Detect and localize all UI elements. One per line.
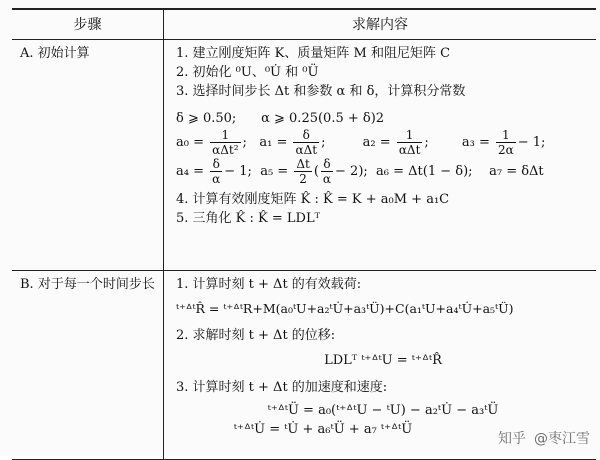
a0-end: ; — [242, 135, 247, 150]
b-step-3: 3. 计算时刻 t + Δt 的加速度和速度: — [176, 380, 388, 395]
a3-num: 1 — [496, 128, 516, 143]
a5-lhs: a₅ = — [260, 164, 289, 179]
watermark-user: @枣江雪 — [534, 431, 590, 447]
header-content: 求解内容 — [164, 9, 597, 40]
a5-open: ( — [313, 164, 319, 179]
a1-fraction — [293, 128, 319, 157]
a2-lhs: a₂ = — [362, 135, 391, 150]
a2-fraction — [397, 128, 423, 157]
a4-den: α — [212, 172, 221, 186]
a2-num: 1 — [397, 128, 423, 143]
a4-lhs: a₄ = — [176, 164, 204, 179]
a-step-1: 1. 建立刚度矩阵 K、质量矩阵 M 和阻尼矩阵 C — [176, 46, 451, 61]
a0-num: 1 — [210, 128, 240, 143]
a2-end: ; — [424, 135, 429, 150]
a-step-2: 2. 初始化 ⁰U、⁰U̇ 和 ⁰Ü — [176, 65, 319, 80]
a4-num: δ — [210, 157, 222, 172]
a3-fraction — [496, 128, 516, 157]
table-row — [12, 40, 596, 271]
b-step-2: 2. 求解时刻 t + Δt 的位移: — [176, 328, 336, 343]
a3-lhs: a₃ = — [461, 135, 490, 150]
b-eq-effective-load: ᵗ⁺ᐞᵗR̂ = ᵗ⁺ᐞᵗR+M(a₀ᵗU+a₂ᵗU̇+a₃ᵗÜ)+C(a₁ᵗU+a₄ᵗU̇+a₅ᵗÜ) — [176, 301, 514, 316]
section-b-label: B. 对于每一个时间步长 — [12, 271, 164, 460]
a0-den: αΔt² — [212, 143, 239, 157]
a5-fraction — [294, 157, 312, 186]
a5-num: Δt — [296, 157, 310, 171]
b-step-1: 1. 计算时刻 t + Δt 的有效载荷: — [176, 277, 362, 292]
a7: a₇ = δΔt — [489, 164, 544, 179]
a5-inner-fraction — [321, 157, 333, 186]
a3-den: 2α — [498, 143, 514, 157]
a2-den: αΔt — [398, 143, 421, 157]
coeff-row-1 — [176, 128, 590, 157]
a4-end: − 1; — [224, 164, 252, 179]
a1-den: αΔt — [295, 143, 318, 157]
zhihu-watermark — [498, 428, 590, 448]
a0-fraction — [210, 128, 240, 157]
a1-num: δ — [293, 128, 319, 143]
a-conditions: δ ⩾ 0.50; α ⩾ 0.25(0.5 + δ)2 — [176, 111, 385, 126]
watermark-site: 知乎 — [498, 431, 526, 447]
a-step-3: 3. 选择时间步长 Δt 和参数 α 和 δ，计算积分常数 — [176, 84, 466, 99]
a1-lhs: a₁ = — [259, 135, 288, 150]
a0-lhs: a₀ = — [176, 135, 204, 150]
a5-inner-num: δ — [321, 157, 333, 172]
b-eq-displacement: LDLᵀ ᵗ⁺ᐞᵗU = ᵗ⁺ᐞᵗR̂ — [324, 353, 442, 368]
header-step: 步骤 — [12, 9, 164, 40]
b-eq-velocity: ᵗ⁺ᐞᵗU̇ = ᵗU̇ + a₆ᵗÜ + a₇ ᵗ⁺ᐞᵗÜ — [233, 422, 413, 437]
section-a-content — [164, 40, 597, 271]
a-step-5: 5. 三角化 K̂ : K̂ = LDLᵀ — [176, 211, 321, 226]
a4-fraction — [210, 157, 222, 186]
a5-inner-den: α — [322, 172, 332, 186]
a6: a₆ = Δt(1 − δ); — [376, 164, 473, 179]
a3-end: − 1; — [517, 135, 546, 150]
a1-end: ; — [321, 135, 326, 150]
coeff-row-2 — [176, 157, 590, 186]
newmark-algorithm-table — [12, 8, 596, 460]
section-a-label: A. 初始计算 — [12, 40, 164, 271]
table-header-row — [12, 9, 596, 40]
a-step-4: 4. 计算有效刚度矩阵 K̂ : K̂ = K + a₀M + a₁C — [176, 192, 450, 207]
a5-den: 2 — [299, 172, 307, 186]
b-eq-acceleration: ᵗ⁺ᐞᵗÜ = a₀(ᵗ⁺ᐞᵗU − ᵗU) − a₂ᵗU̇ − a₃ᵗÜ — [267, 403, 499, 418]
a5-close: − 2); — [335, 164, 368, 179]
